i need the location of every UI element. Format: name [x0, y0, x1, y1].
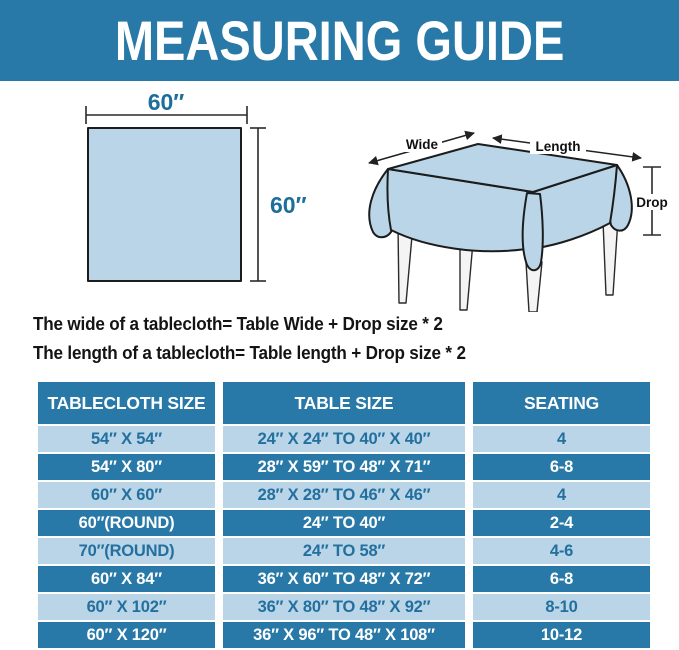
chart-cell-seating: 4 — [473, 426, 650, 452]
cloth-corner-drape — [523, 193, 543, 270]
length-formula-text: The length of a tablecloth= Table length + Drop size * 2 — [33, 343, 466, 363]
chart-cell-table-size: 28″ X 59″ TO 48″ X 71″ — [223, 454, 465, 480]
chart-cell-seating: 8-10 — [473, 594, 650, 620]
chart-cell-table-size: 36″ X 60″ TO 48″ X 72″ — [223, 566, 465, 592]
chart-cell-tablecloth-size: 60″ X 84″ — [38, 566, 215, 592]
chart-cell-seating: 6-8 — [473, 454, 650, 480]
column-header-table-size: TABLE SIZE — [223, 382, 465, 424]
chart-cell-table-size: 24″ TO 58″ — [223, 538, 465, 564]
table-illustration — [360, 97, 670, 312]
table-leg — [460, 242, 473, 310]
chart-cell-table-size: 36″ X 80″ TO 48″ X 92″ — [223, 594, 465, 620]
square-tablecloth-diagram — [30, 87, 310, 302]
chart-cell-tablecloth-size: 54″ X 54″ — [38, 426, 215, 452]
square-height-label: 60″ — [270, 192, 307, 218]
drop-label: Drop — [636, 195, 668, 210]
diagram-section — [0, 81, 679, 305]
chart-cell-tablecloth-size: 70″(ROUND) — [38, 538, 215, 564]
size-chart-table — [38, 382, 650, 648]
square-width-label: 60″ — [147, 89, 185, 115]
chart-cell-seating: 4 — [473, 482, 650, 508]
chart-cell-tablecloth-size: 60″ X 60″ — [38, 482, 215, 508]
chart-cell-table-size: 24″ X 24″ TO 40″ X 40″ — [223, 426, 465, 452]
chart-cell-tablecloth-size: 60″ X 102″ — [38, 594, 215, 620]
title-banner — [0, 0, 679, 81]
chart-cell-table-size: 28″ X 28″ TO 46″ X 46″ — [223, 482, 465, 508]
chart-cell-tablecloth-size: 54″ X 80″ — [38, 454, 215, 480]
wide-label: Wide — [405, 137, 439, 152]
column-header-tablecloth-size: TABLECLOTH SIZE — [38, 382, 215, 424]
chart-cell-tablecloth-size: 60″ X 120″ — [38, 622, 215, 648]
length-label: Length — [535, 139, 581, 154]
wide-formula-text: The wide of a tablecloth= Table Wide + Drop size * 2 — [33, 314, 443, 334]
column-header-seating: SEATING — [473, 382, 650, 424]
chart-cell-seating: 6-8 — [473, 566, 650, 592]
chart-cell-seating: 10-12 — [473, 622, 650, 648]
square-cloth-shape — [88, 128, 241, 281]
formula-section — [0, 305, 679, 368]
chart-cell-tablecloth-size: 60″(ROUND) — [38, 510, 215, 536]
chart-cell-seating: 2-4 — [473, 510, 650, 536]
chart-cell-table-size: 24″ TO 40″ — [223, 510, 465, 536]
chart-cell-table-size: 36″ X 96″ TO 48″ X 108″ — [223, 622, 465, 648]
chart-cell-seating: 4-6 — [473, 538, 650, 564]
page-title: MEASURING GUIDE — [114, 8, 565, 72]
